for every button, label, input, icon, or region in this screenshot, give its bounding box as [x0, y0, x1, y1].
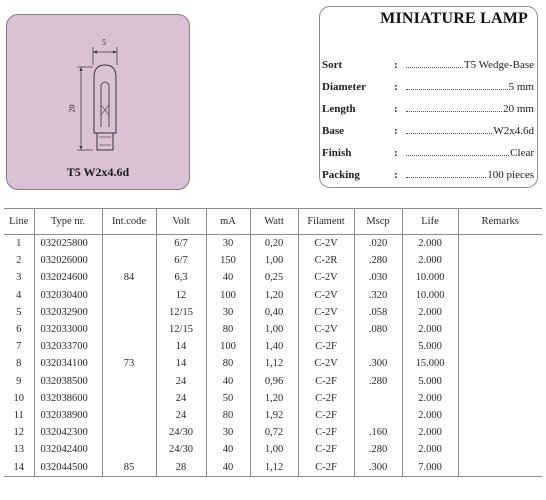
cell-watt: 0,96	[250, 373, 298, 390]
column-header-mscp: Mscp	[354, 209, 402, 235]
cell-volt: 24	[156, 390, 206, 407]
cell-line: 8	[16, 358, 22, 370]
cell-filament: C-2V	[298, 304, 354, 321]
spec-colon: :	[394, 81, 398, 93]
spec-value: 20 mm	[503, 103, 534, 115]
cell-volt: 12	[156, 287, 206, 304]
spec-label: Packing	[322, 169, 360, 181]
spec-value: Clear	[510, 147, 534, 159]
cell-remarks	[458, 424, 542, 441]
spec-colon: :	[394, 103, 398, 115]
column-header-intcode: Int.code	[102, 209, 156, 235]
cell-life: 2.000	[402, 252, 458, 269]
cell-type: 032038900	[34, 407, 102, 424]
cell-ma: 40	[206, 373, 250, 390]
cell-type: 032044500	[34, 458, 102, 476]
cell-filament: C-2F	[298, 390, 354, 407]
cell-ma: 80	[206, 321, 250, 338]
cell-watt: 0,25	[250, 269, 298, 286]
spec-label: Sort	[322, 59, 343, 71]
table-row	[4, 304, 542, 321]
cell-ma: 40	[206, 269, 250, 286]
cell-filament: C-2V	[298, 287, 354, 304]
cell-life: 10.000	[402, 269, 458, 286]
cell-intcode	[102, 338, 156, 355]
cell-type: 032042300	[34, 424, 102, 441]
cell-ma: 100	[206, 287, 250, 304]
cell-life: 2.000	[402, 321, 458, 338]
cell-intcode	[102, 252, 156, 269]
cell-filament: C-2F	[298, 424, 354, 441]
cell-type: 032026000	[34, 252, 102, 269]
lamp-caption: T5 W2x4.6d	[66, 165, 130, 179]
cell-line: 9	[16, 375, 22, 387]
spec-colon: :	[394, 59, 398, 71]
leader-dots	[406, 132, 492, 134]
cell-type: 032033700	[34, 338, 102, 355]
cell-type: 032025800	[34, 235, 102, 253]
cell-intcode	[102, 287, 156, 304]
cell-line: 1	[16, 238, 22, 250]
cell-intcode	[102, 390, 156, 407]
table-row	[4, 407, 542, 424]
cell-intcode	[102, 407, 156, 424]
spec-panel	[319, 6, 538, 188]
cell-mscp	[354, 338, 402, 355]
cell-filament: C-2F	[298, 458, 354, 476]
cell-remarks	[458, 441, 542, 458]
cell-remarks	[458, 407, 542, 424]
cell-life: 2.000	[402, 304, 458, 321]
cell-filament: C-2F	[298, 373, 354, 390]
cell-life: 10.000	[402, 287, 458, 304]
cell-watt: 1,40	[250, 338, 298, 355]
cell-volt: 24/30	[156, 441, 206, 458]
column-header-watt: Watt	[250, 209, 298, 235]
cell-filament: C-2V	[298, 269, 354, 286]
cell-intcode	[102, 373, 156, 390]
cell-life: 5.000	[402, 373, 458, 390]
cell-ma: 30	[206, 235, 250, 253]
table-row	[4, 287, 542, 304]
leader-dots	[406, 88, 508, 90]
cell-ma: 80	[206, 407, 250, 424]
cell-intcode	[102, 424, 156, 441]
cell-type: 032038500	[34, 373, 102, 390]
cell-mscp	[354, 407, 402, 424]
cell-type: 032030400	[34, 287, 102, 304]
cell-remarks	[458, 235, 542, 253]
cell-life: 2.000	[402, 424, 458, 441]
cell-line: 6	[16, 324, 22, 336]
cell-remarks	[458, 304, 542, 321]
cell-life: 2.000	[402, 441, 458, 458]
column-header-volt: Volt	[156, 209, 206, 235]
lamp-drawing-card	[6, 14, 190, 190]
cell-watt: 0,40	[250, 304, 298, 321]
cell-volt: 14	[156, 355, 206, 372]
cell-volt: 12/15	[156, 304, 206, 321]
table-row	[4, 338, 542, 355]
table-row	[4, 390, 542, 407]
cell-remarks	[458, 338, 542, 355]
cell-line: 11	[13, 409, 24, 421]
dimension-length-label: 20	[67, 104, 77, 113]
spec-row-length	[322, 99, 534, 119]
table-row	[4, 424, 542, 441]
cell-life: 2.000	[402, 407, 458, 424]
spec-value: W2x4.6d	[493, 125, 534, 137]
cell-ma: 30	[206, 424, 250, 441]
cell-type: 032033000	[34, 321, 102, 338]
cell-watt: 1,12	[250, 458, 298, 476]
table-row	[4, 355, 542, 372]
table-header-row	[4, 209, 542, 235]
spec-value: 100 pieces	[487, 169, 534, 181]
cell-watt: 0,20	[250, 235, 298, 253]
cell-filament: C-2R	[298, 252, 354, 269]
cell-mscp: .058	[354, 304, 402, 321]
cell-type: 032038600	[34, 390, 102, 407]
table-row	[4, 458, 542, 476]
cell-filament: C-2F	[298, 338, 354, 355]
dimension-width-label: 5	[102, 38, 106, 47]
spec-row-diameter	[322, 77, 534, 97]
column-header-line: Line	[4, 209, 34, 235]
column-header-type: Type nr.	[34, 209, 102, 235]
column-header-life: Life	[402, 209, 458, 235]
cell-line: 4	[16, 289, 22, 301]
lamp-dimension-drawing	[7, 15, 191, 165]
cell-mscp: .300	[354, 458, 402, 476]
cell-filament: C-2V	[298, 355, 354, 372]
leader-dots	[406, 176, 486, 178]
cell-watt: 0,72	[250, 424, 298, 441]
cell-ma: 150	[206, 252, 250, 269]
cell-line: 13	[13, 444, 24, 456]
cell-volt: 24	[156, 373, 206, 390]
leader-dots	[406, 66, 463, 68]
spec-colon: :	[394, 125, 398, 137]
cell-watt: 1,00	[250, 252, 298, 269]
cell-remarks	[458, 373, 542, 390]
cell-line: 3	[16, 272, 22, 284]
cell-filament: C-2V	[298, 235, 354, 253]
spec-colon: :	[394, 147, 398, 159]
cell-volt: 28	[156, 458, 206, 476]
cell-remarks	[458, 355, 542, 372]
cell-volt: 12/15	[156, 321, 206, 338]
cell-life: 7.000	[402, 458, 458, 476]
cell-watt: 1,12	[250, 355, 298, 372]
cell-mscp: .320	[354, 287, 402, 304]
spec-label: Length	[322, 103, 356, 115]
cell-volt: 6,3	[156, 269, 206, 286]
spec-value: T5 Wedge-Base	[463, 59, 534, 71]
cell-line: 10	[13, 392, 24, 404]
cell-ma: 100	[206, 338, 250, 355]
cell-mscp: .280	[354, 252, 402, 269]
cell-life: 2.000	[402, 235, 458, 253]
cell-remarks	[458, 458, 542, 476]
cell-ma: 40	[206, 441, 250, 458]
cell-mscp: .280	[354, 441, 402, 458]
table-row	[4, 373, 542, 390]
cell-ma: 50	[206, 390, 250, 407]
cell-remarks	[458, 269, 542, 286]
cell-line: 5	[16, 306, 22, 318]
table-row	[4, 235, 542, 253]
cell-ma: 30	[206, 304, 250, 321]
cell-remarks	[458, 390, 542, 407]
table-row	[4, 252, 542, 269]
cell-type: 032042400	[34, 441, 102, 458]
cell-filament: C-2V	[298, 321, 354, 338]
spec-label: Base	[322, 125, 344, 137]
cell-mscp: .020	[354, 235, 402, 253]
cell-volt: 14	[156, 338, 206, 355]
cell-remarks	[458, 321, 542, 338]
cell-filament: C-2F	[298, 441, 354, 458]
table-row	[4, 269, 542, 286]
cell-remarks	[458, 252, 542, 269]
column-header-remarks: Remarks	[458, 209, 542, 235]
cell-mscp: .300	[354, 355, 402, 372]
table-row	[4, 321, 542, 338]
spec-row-base	[322, 121, 534, 141]
cell-mscp: .080	[354, 321, 402, 338]
cell-line: 2	[16, 255, 22, 267]
table-row	[4, 441, 542, 458]
spec-row-packing	[322, 165, 534, 185]
column-header-filament: Filament	[298, 209, 354, 235]
spec-title: MINIATURE LAMP	[380, 10, 528, 27]
cell-intcode: 85	[102, 458, 156, 476]
cell-volt: 6/7	[156, 235, 206, 253]
cell-mscp: .160	[354, 424, 402, 441]
cell-intcode: 73	[102, 355, 156, 372]
cell-type: 032034100	[34, 355, 102, 372]
cell-ma: 40	[206, 458, 250, 476]
spec-value: 5 mm	[508, 81, 534, 93]
spec-row-sort	[322, 55, 534, 75]
table-body	[4, 235, 542, 477]
cell-volt: 24	[156, 407, 206, 424]
cell-mscp: .030	[354, 269, 402, 286]
cell-mscp	[354, 390, 402, 407]
cell-watt: 1,00	[250, 321, 298, 338]
cell-intcode	[102, 304, 156, 321]
cell-intcode: 84	[102, 269, 156, 286]
cell-intcode	[102, 441, 156, 458]
cell-remarks	[458, 287, 542, 304]
column-header-ma: mA	[206, 209, 250, 235]
spec-row-finish	[322, 143, 534, 163]
spec-label: Diameter	[322, 81, 366, 93]
spec-label: Finish	[322, 147, 352, 159]
cell-watt: 1,00	[250, 441, 298, 458]
cell-volt: 24/30	[156, 424, 206, 441]
cell-mscp: .280	[354, 373, 402, 390]
cell-type: 032032900	[34, 304, 102, 321]
cell-watt: 1,20	[250, 390, 298, 407]
cell-life: 15.000	[402, 355, 458, 372]
cell-watt: 1,92	[250, 407, 298, 424]
cell-filament: C-2F	[298, 407, 354, 424]
leader-dots	[406, 110, 502, 112]
cell-line: 12	[13, 427, 24, 439]
spec-colon: :	[394, 169, 398, 181]
cell-life: 2.000	[402, 390, 458, 407]
leader-dots	[406, 154, 509, 156]
lamp-table	[4, 208, 542, 477]
cell-life: 5.000	[402, 338, 458, 355]
cell-intcode	[102, 321, 156, 338]
cell-watt: 1,20	[250, 287, 298, 304]
cell-intcode	[102, 235, 156, 253]
cell-ma: 80	[206, 355, 250, 372]
cell-volt: 6/7	[156, 252, 206, 269]
cell-type: 032024600	[34, 269, 102, 286]
cell-line: 14	[4, 458, 34, 476]
cell-line: 7	[16, 341, 22, 353]
